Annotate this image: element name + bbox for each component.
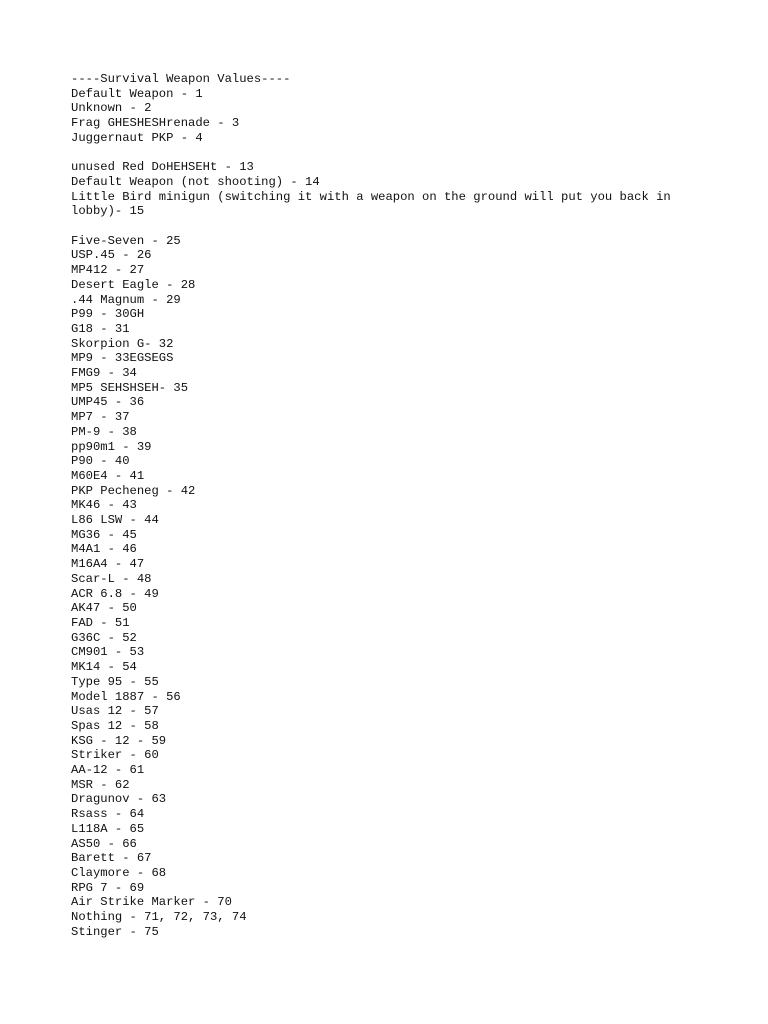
list-item: MG36 - 45 (71, 527, 137, 542)
list-item: AA-12 - 61 (71, 763, 145, 778)
list-item: P90 - 40 (71, 454, 130, 469)
section-weapon-values (71, 234, 701, 940)
list-item: AK47 - 50 (71, 601, 137, 616)
section-basic-values (71, 87, 701, 146)
blank-line (71, 219, 701, 234)
list-item: MP412 - 27 (71, 263, 145, 278)
list-item: MK14 - 54 (71, 660, 137, 675)
list-item: Usas 12 - 57 (71, 704, 159, 719)
list-item: Juggernaut PKP - 4 (71, 130, 203, 145)
list-item: pp90m1 - 39 (71, 439, 152, 454)
list-item: M60E4 - 41 (71, 468, 145, 483)
list-item: L86 LSW - 44 (71, 513, 159, 528)
list-item: G18 - 31 (71, 321, 130, 336)
blank-line (71, 146, 701, 161)
list-item: FAD - 51 (71, 615, 130, 630)
list-item: UMP45 - 36 (71, 395, 145, 410)
document-title: ----Survival Weapon Values---- (71, 72, 291, 86)
list-item: Desert Eagle - 28 (71, 277, 196, 292)
list-item: MP5 SEHSHSEH- 35 (71, 380, 189, 395)
list-item: Scar-L - 48 (71, 571, 152, 586)
document-page (71, 72, 701, 939)
list-item: Frag GHESHESHrenade - 3 (71, 116, 240, 131)
list-item: Unknown - 2 (71, 101, 152, 116)
list-item: PM-9 - 38 (71, 424, 137, 439)
list-item: AS50 - 66 (71, 836, 137, 851)
list-item: MK46 - 43 (71, 498, 137, 513)
list-item: Claymore - 68 (71, 865, 167, 880)
list-item: Stinger - 75 (71, 924, 159, 939)
list-item: Barett - 67 (71, 851, 152, 866)
list-item: Little Bird minigun (switching it with a weapon on the ground will put you back in lobby)- 15 (71, 189, 679, 219)
list-item: Nothing - 71, 72, 73, 74 (71, 910, 247, 925)
list-item: .44 Magnum - 29 (71, 292, 181, 307)
list-item: P99 - 30GH (71, 307, 145, 322)
list-item: L118A - 65 (71, 821, 145, 836)
list-item: CM901 - 53 (71, 645, 145, 660)
list-item: Air Strike Marker - 70 (71, 895, 232, 910)
list-item: MP9 - 33EGSEGS (71, 351, 174, 366)
list-item: G36C - 52 (71, 630, 137, 645)
list-item: Dragunov - 63 (71, 792, 167, 807)
list-item: Rsass - 64 (71, 807, 145, 822)
list-item: MP7 - 37 (71, 410, 130, 425)
list-item: Model 1887 - 56 (71, 689, 181, 704)
list-item: RPG 7 - 69 (71, 880, 145, 895)
list-item: Default Weapon (not shooting) - 14 (71, 174, 320, 189)
list-item: unused Red DoHEHSEHt - 13 (71, 160, 254, 175)
list-item: Type 95 - 55 (71, 674, 159, 689)
list-item: Striker - 60 (71, 748, 159, 763)
list-item: FMG9 - 34 (71, 366, 137, 381)
list-item: M4A1 - 46 (71, 542, 137, 557)
list-item: MSR - 62 (71, 777, 130, 792)
list-item: USP.45 - 26 (71, 248, 152, 263)
list-item: ACR 6.8 - 49 (71, 586, 159, 601)
list-item: PKP Pecheneg - 42 (71, 483, 196, 498)
list-item: Spas 12 - 58 (71, 718, 159, 733)
list-item: M16A4 - 47 (71, 557, 145, 572)
list-item: Skorpion G- 32 (71, 336, 174, 351)
section-special-values (71, 160, 701, 219)
list-item: KSG - 12 - 59 (71, 733, 167, 748)
list-item: Default Weapon - 1 (71, 86, 203, 101)
list-item: Five-Seven - 25 (71, 233, 181, 248)
